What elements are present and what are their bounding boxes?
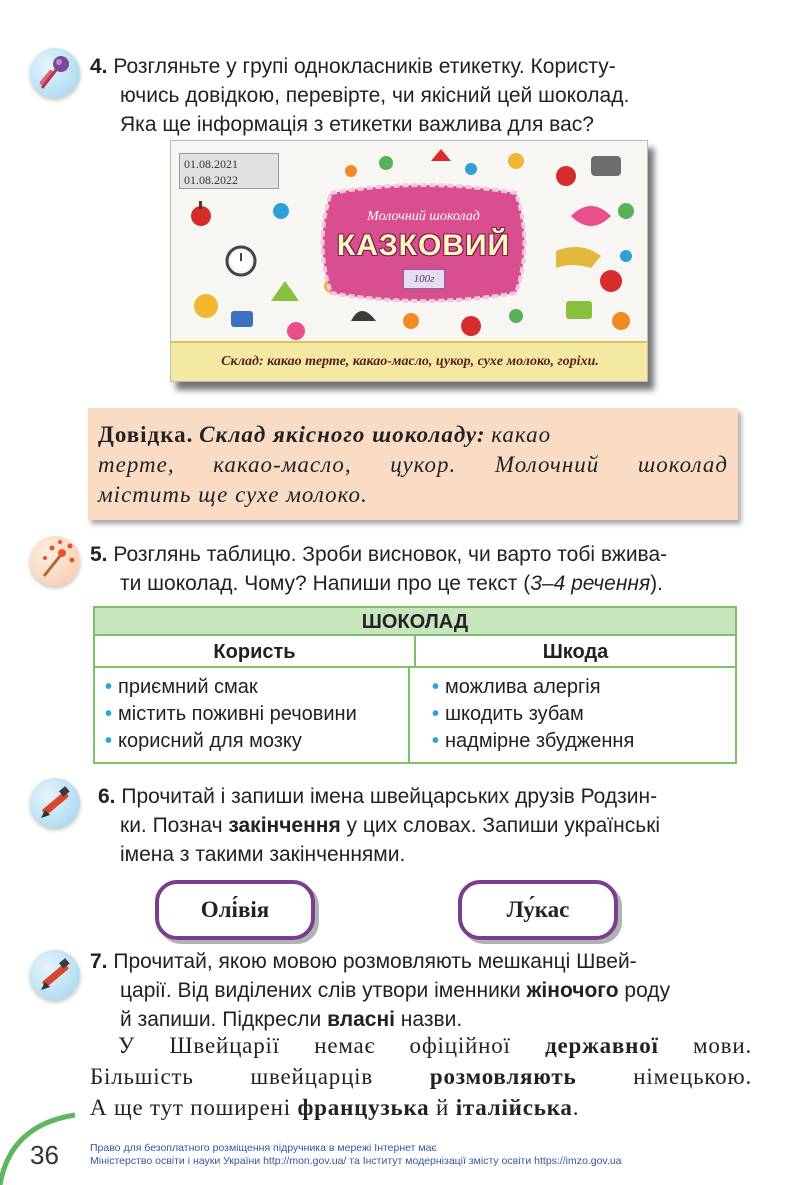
footer-notice [90,1142,622,1168]
story-bold-word: французька [297,1095,430,1120]
list-item: • можлива алергія [432,674,735,701]
task-number: 4. [90,55,108,78]
task-7-line-3c: назви. [394,1008,463,1031]
task-6-line-1: Прочитай і запиши імена швейцарських друзів Родзин- [121,785,658,808]
reference-line-3: містить ще сухе молоко. [98,482,368,507]
product-title: КАЗКОВИЙ [336,229,511,262]
task-5-line-2b: ). [650,572,663,595]
column-header-benefit: Користь [213,641,296,663]
task-7-line-3a: й запиши. Підкресли [120,1008,328,1031]
story-text-part: . [572,1095,580,1120]
chocolate-label-image [160,140,650,395]
task-7-bold-word-2: власні [327,1008,395,1031]
chocolate-table [93,606,737,764]
task-4-line-3: Яка ще інформація з етикетки важлива для вас? [120,113,594,136]
task-6-line-2c: у цих словах. Запиши українські [340,814,661,837]
task-7-text [90,947,740,1034]
footer-line-1: Право для безоплатного розміщення підручника в мережі Інтернет має [90,1142,437,1154]
story-text-part: А ще тут поширені [90,1095,298,1120]
task-6-text [90,782,740,869]
task-4-line-2: ючись довідкою, перевірте, чи якісний цей шоколад. [120,84,630,107]
sparkle-wand-icon [30,536,80,586]
story-line-1 [90,1030,752,1061]
task-5-line-2a: ти шоколад. Чому? Напиши про це текст ( [120,572,531,595]
pen-icon [30,778,80,828]
task-4-text [90,52,740,139]
list-item: • шкодить зубам [432,701,735,728]
reference-box [88,408,738,520]
task-7-line-2a: царії. Від виділених слів утвори іменники [120,979,527,1002]
task-number: 7. [90,950,108,973]
story-line-2 [90,1061,752,1092]
benefits-cell [95,668,408,762]
reference-emphasis: Склад якісного шоколаду: [199,422,486,447]
task-7-line-2c: роду [618,979,671,1002]
column-header-harm: Шкода [414,636,735,666]
story-text-part: Більшість швейцарців [90,1064,430,1089]
microphone-icon [30,48,80,98]
name-card-lukas: Лу́кас [458,880,618,940]
product-weight: 100г [403,269,445,289]
list-item: • надмірне збудження [432,728,735,755]
list-item: • корисний для мозку [105,728,408,755]
product-subtitle: Молочний шоколад [367,209,480,224]
task-number: 6. [98,785,116,808]
task-5-line-1: Розглянь таблицю. Зроби висновок, чи варто тобі вжива- [113,543,668,566]
reference-heading: Довідка. [98,422,194,447]
task-5-text [90,540,740,598]
task-4-line-1: Розгляньте у групі однокласників етикетку. Користу- [113,55,616,78]
expiry-dates [179,153,279,189]
list-item: • містить поживні речовини [105,701,408,728]
story-text [90,1030,752,1123]
story-bold-word: розмовляють [429,1064,577,1089]
name-card-olivia: Олі́вія [155,880,315,940]
task-5-emphasis: 3–4 речення [530,572,651,595]
story-bold-word: італійська [455,1095,573,1120]
task-7-bold-word: жіночого [526,979,619,1002]
page-number: 36 [30,1140,59,1170]
composition-strip: Склад: какао терте, какао-масло, цукор, сухе молоко, горіхи. [171,341,648,381]
list-item: • приємний смак [105,674,408,701]
brand-label [311,183,536,303]
reference-line-1-rest: какао [491,422,552,447]
harms-cell [408,668,735,762]
task-6-line-3: імена з такими закінченнями. [120,843,406,866]
table-title: ШОКОЛАД [95,608,735,636]
reference-line-2: терте, какао-масло, цукор. Молочний шоколад [98,452,728,477]
expiry-date: 01.08.2022 [184,173,238,187]
task-number: 5. [90,543,108,566]
story-line-3 [90,1092,752,1123]
story-text-part: мови. [658,1033,753,1058]
task-6-line-2a: ки. Познач [120,814,229,837]
production-date: 01.08.2021 [184,157,238,171]
story-text-part: У Швейцарії немає офіційної [118,1033,546,1058]
story-bold-word: державної [545,1033,659,1058]
task-6-bold-word: закінчення [228,814,341,837]
pen-icon [30,950,80,1000]
footer-line-2: Міністерство освіти і науки України http://mon.gov.ua/ та Інститут модернізації змісту освіти https://imzo.gov.ua [90,1155,622,1167]
story-text-part: німецькою. [576,1064,753,1089]
task-7-line-1: Прочитай, якою мовою розмовляють мешканці Швей- [113,950,637,973]
story-text-part: й [429,1095,456,1120]
